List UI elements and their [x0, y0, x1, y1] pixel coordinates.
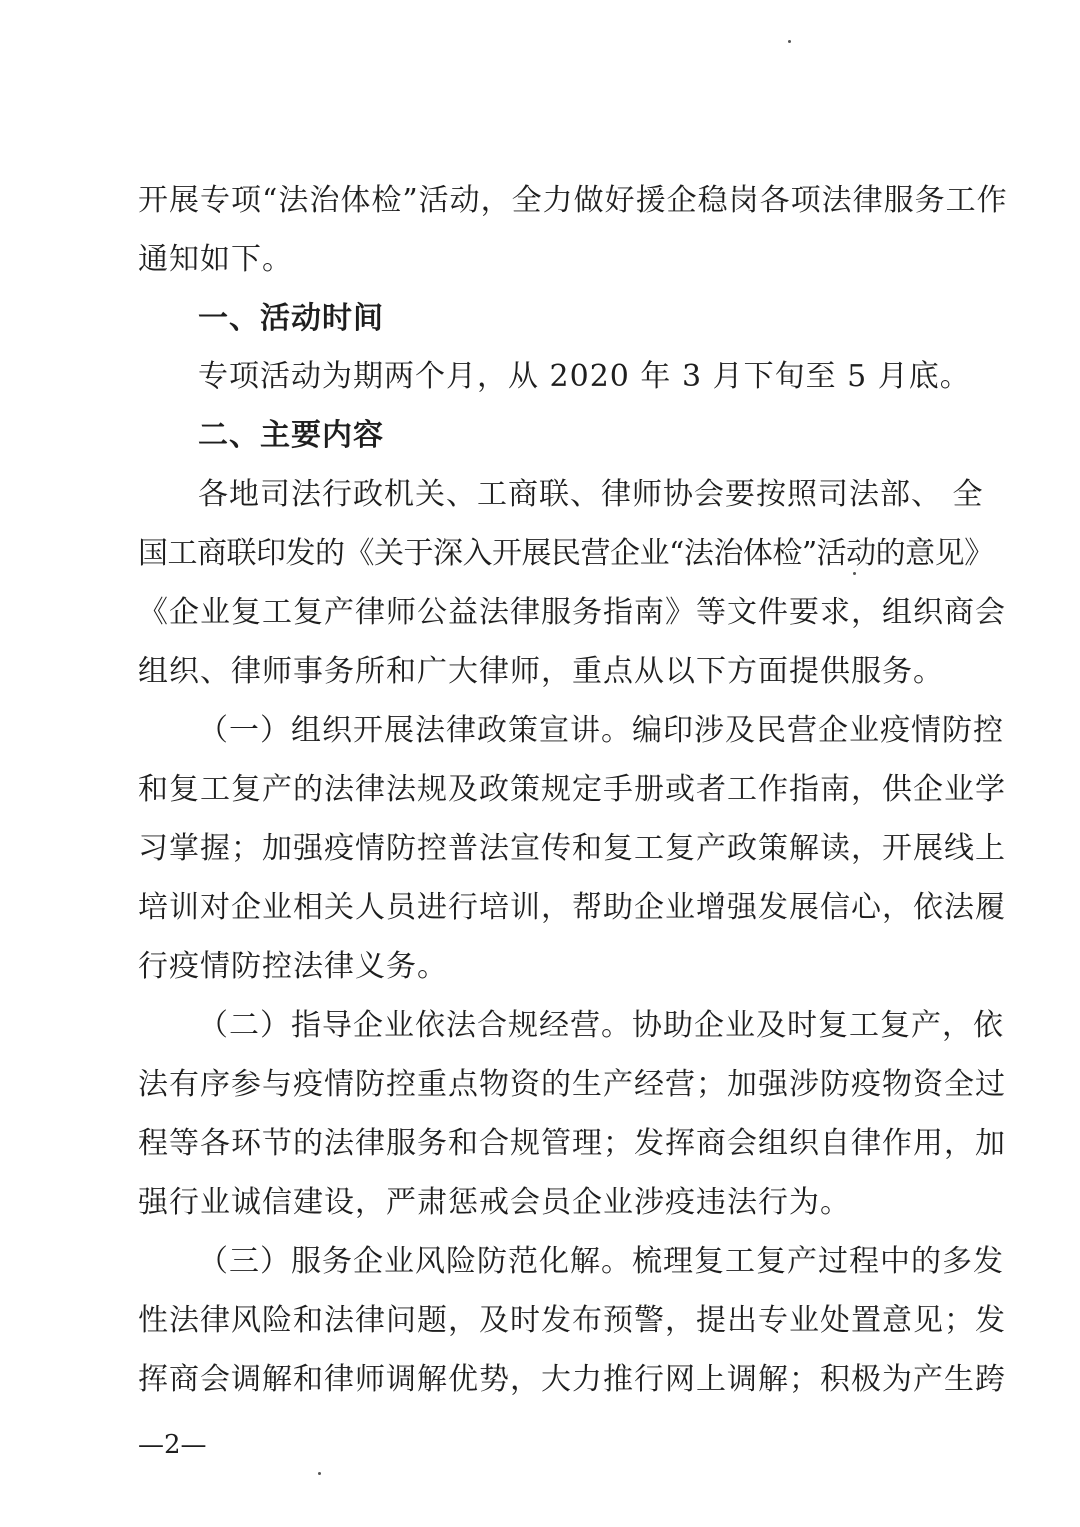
- paragraph-line: 法有序参与疫情防控重点物资的生产经营；加强涉防疫物资全过: [138, 1067, 1006, 1102]
- paragraph-line: （二）指导企业依法合规经营。协助企业及时复工复产，依: [198, 1008, 1004, 1043]
- paragraph-line: 程等各环节的法律服务和合规管理；发挥商会组织自律作用，加: [138, 1126, 1006, 1161]
- scan-speck: [853, 572, 856, 575]
- paragraph-line: 组织、律师事务所和广大律师，重点从以下方面提供服务。: [138, 654, 944, 689]
- paragraph-line: 习掌握；加强疫情防控普法宣传和复工复产政策解读，开展线上: [138, 831, 1006, 866]
- paragraph-line: 行疫情防控法律义务。: [138, 949, 448, 984]
- paragraph-line: 挥商会调解和律师调解优势，大力推行网上调解；积极为产生跨: [138, 1362, 1006, 1397]
- section-heading: 二、主要内容: [198, 418, 384, 453]
- paragraph-line: 通知如下。: [138, 242, 293, 277]
- paragraph-line: （一）组织开展法律政策宣讲。编印涉及民营企业疫情防控: [198, 713, 1004, 748]
- scan-speck: [788, 40, 791, 43]
- paragraph-line: （三）服务企业风险防范化解。梳理复工复产过程中的多发: [198, 1244, 1004, 1279]
- paragraph-line: 各地司法行政机关、工商联、律师协会要按照司法部、 全: [198, 477, 984, 512]
- paragraph-line: 培训对企业相关人员进行培训，帮助企业增强发展信心，依法履: [138, 890, 1006, 925]
- paragraph-line: 《企业复工复产律师公益法律服务指南》等文件要求，组织商会: [138, 595, 1006, 630]
- section-heading: 一、活动时间: [198, 301, 384, 336]
- paragraph-line: 性法律风险和法律问题，及时发布预警，提出专业处置意见；发: [138, 1303, 1006, 1338]
- paragraph-line: 专项活动为期两个月，从 2020 年 3 月下旬至 5 月底。: [198, 359, 971, 394]
- page-number: —2—: [138, 1430, 207, 1460]
- paragraph-line: 强行业诚信建设，严肃惩戒会员企业涉疫违法行为。: [138, 1185, 851, 1220]
- scan-speck: [318, 1472, 321, 1475]
- paragraph-line: 开展专项“法治体检”活动，全力做好援企稳岗各项法律服务工作: [138, 183, 1008, 218]
- paragraph-line: 国工商联印发的《关于深入开展民营企业“法治体检”活动的意见》: [138, 536, 994, 571]
- paragraph-line: 和复工复产的法律法规及政策规定手册或者工作指南，供企业学: [138, 772, 1006, 807]
